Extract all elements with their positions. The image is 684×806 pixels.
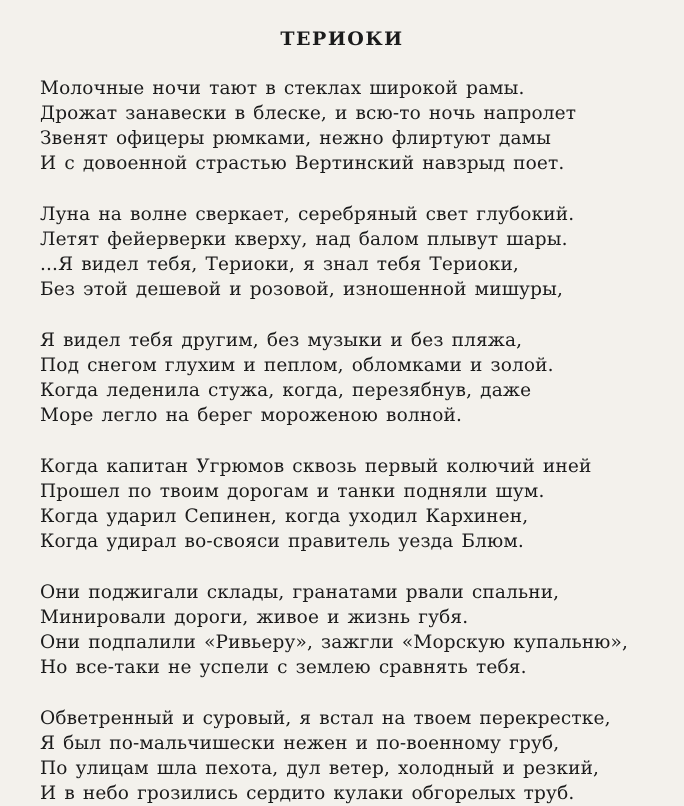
poem-line: Минировали дороги, живое и жизнь губя.	[40, 607, 469, 628]
poem-line: Когда ударил Сепинен, когда уходил Кархинен,	[40, 506, 529, 527]
stanza-4	[40, 454, 644, 554]
poem-line: Прошел по твоим дорогам и танки подняли шум.	[40, 481, 545, 502]
poem-line: И с довоенной страстью Вертинский навзрыд поет.	[40, 153, 565, 174]
poem-line: Я видел тебя другим, без музыки и без пляжа,	[40, 330, 523, 351]
poem-line: Молочные ночи тают в стеклах широкой рамы.	[40, 78, 525, 99]
stanza-5	[40, 580, 644, 680]
stanza-3	[40, 328, 644, 428]
stanza-6	[40, 706, 644, 806]
stanza-2	[40, 202, 644, 302]
poem-line: Летят фейерверки кверху, над балом плывут шары.	[40, 229, 568, 250]
poem-line: Море легло на берег мороженою волной.	[40, 405, 463, 426]
poem-line: Когда капитан Угрюмов сквозь первый колючий иней	[40, 456, 592, 477]
poem-line: Обветренный и суровый, я встал на твоем перекрестке,	[40, 708, 611, 729]
stanza-1	[40, 76, 644, 176]
poem-title: ТЕРИОКИ	[280, 28, 404, 50]
poem-line: Без этой дешевой и розовой, изношенной мишуры,	[40, 279, 563, 300]
poem-line: Дрожат занавески в блеске, и всю-то ночь напролет	[40, 103, 577, 124]
poem-line: Луна на волне сверкает, серебряный свет глубокий.	[40, 204, 575, 225]
poem-line: ...Я видел тебя, Териоки, я знал тебя Териоки,	[40, 254, 519, 275]
poem-line: Когда леденила стужа, когда, перезябнув, даже	[40, 380, 532, 401]
poem-line: Когда удирал во-свояси правитель уезда Блюм.	[40, 531, 524, 552]
poem-line: Под снегом глухим и пеплом, обломками и золой.	[40, 355, 554, 376]
poem-line: Но все-таки не успели с землею сравнять тебя.	[40, 657, 527, 678]
poem-line: Они подпалили «Ривьеру», зажгли «Морскую купальню»,	[40, 632, 629, 653]
poem-line: По улицам шла пехота, дул ветер, холодный и резкий,	[40, 758, 600, 779]
poem-line: Я был по-мальчишески нежен и по-военному груб,	[40, 733, 560, 754]
poem-line: И в небо грозились сердито кулаки обгорелых труб.	[40, 783, 575, 804]
poem-line: Звенят офицеры рюмками, нежно флиртуют дамы	[40, 128, 552, 149]
poem-line: Они поджигали склады, гранатами рвали спальни,	[40, 582, 560, 603]
